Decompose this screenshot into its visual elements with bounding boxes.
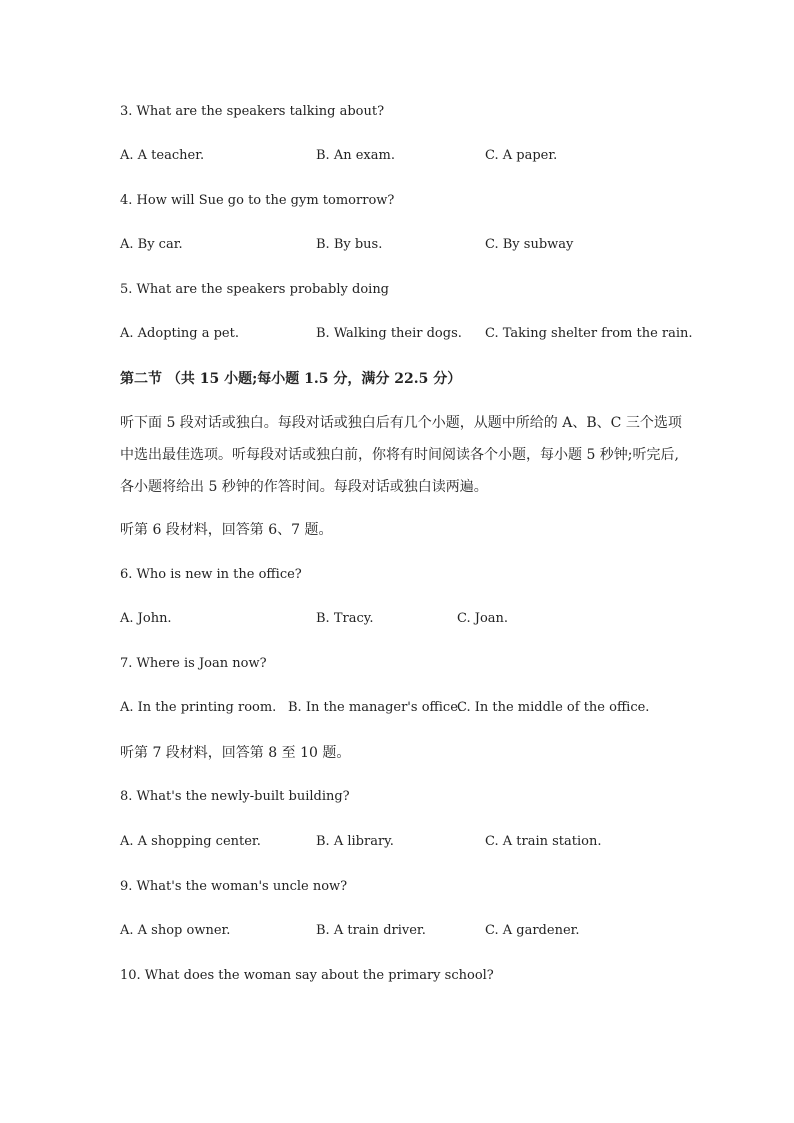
q6-option-a: A. John. (120, 611, 172, 626)
section-2-instructions-line-2: 中选出最佳选项。听每段对话或独白前，你将有时间阅读各个小题，每小题 5 秒钟;听完后, (120, 447, 679, 463)
q3-option-b: B. An exam. (316, 148, 395, 163)
q5-option-b: B. Walking their dogs. (316, 326, 462, 341)
q4-option-a: A. By car. (120, 237, 183, 252)
question-6: 6. Who is new in the office? (120, 567, 302, 582)
q6-option-b: B. Tracy. (316, 611, 374, 626)
q6-option-c: C. Joan. (457, 611, 509, 626)
q4-option-c: C. By subway (485, 237, 574, 252)
q5-option-c: C. Taking shelter from the rain. (485, 326, 693, 341)
part-6-instruction: 听第 6 段材料，回答第 6、7 题。 (120, 522, 333, 538)
section-2-heading: 第二节 （共 15 小题;每小题 1.5 分，满分 22.5 分） (120, 371, 462, 387)
question-8: 8. What's the newly-built building? (120, 789, 350, 804)
section-2-instructions-line-1: 听下面 5 段对话或独白。每段对话或独白后有几个小题，从题中所给的 A、B、C 三个选项 (120, 415, 682, 431)
q8-option-a: A. A shopping center. (120, 834, 261, 849)
q4-option-b: B. By bus. (316, 237, 383, 252)
q7-option-a: A. In the printing room. (120, 700, 277, 715)
q3-option-a: A. A teacher. (120, 148, 205, 163)
section-2-instructions-line-3: 各小题将给出 5 秒钟的作答时间。每段对话或独白读两遍。 (120, 479, 488, 495)
question-3: 3. What are the speakers talking about? (120, 104, 385, 119)
question-10: 10. What does the woman say about the primary school? (120, 968, 494, 983)
q9-option-b: B. A train driver. (316, 923, 426, 938)
question-7: 7. Where is Joan now? (120, 656, 267, 671)
q9-option-c: C. A gardener. (485, 923, 580, 938)
q7-option-c: C. In the middle of the office. (457, 700, 650, 715)
q9-option-a: A. A shop owner. (120, 923, 231, 938)
q3-option-c: C. A paper. (485, 148, 558, 163)
q8-option-c: C. A train station. (485, 834, 602, 849)
question-9: 9. What's the woman's uncle now? (120, 879, 348, 894)
q5-option-a: A. Adopting a pet. (120, 326, 239, 341)
part-7-instruction: 听第 7 段材料，回答第 8 至 10 题。 (120, 745, 351, 761)
question-5: 5. What are the speakers probably doing (120, 282, 390, 297)
q7-option-b: B. In the manager's office. (288, 700, 463, 715)
question-4: 4. How will Sue go to the gym tomorrow? (120, 193, 395, 208)
q8-option-b: B. A library. (316, 834, 394, 849)
